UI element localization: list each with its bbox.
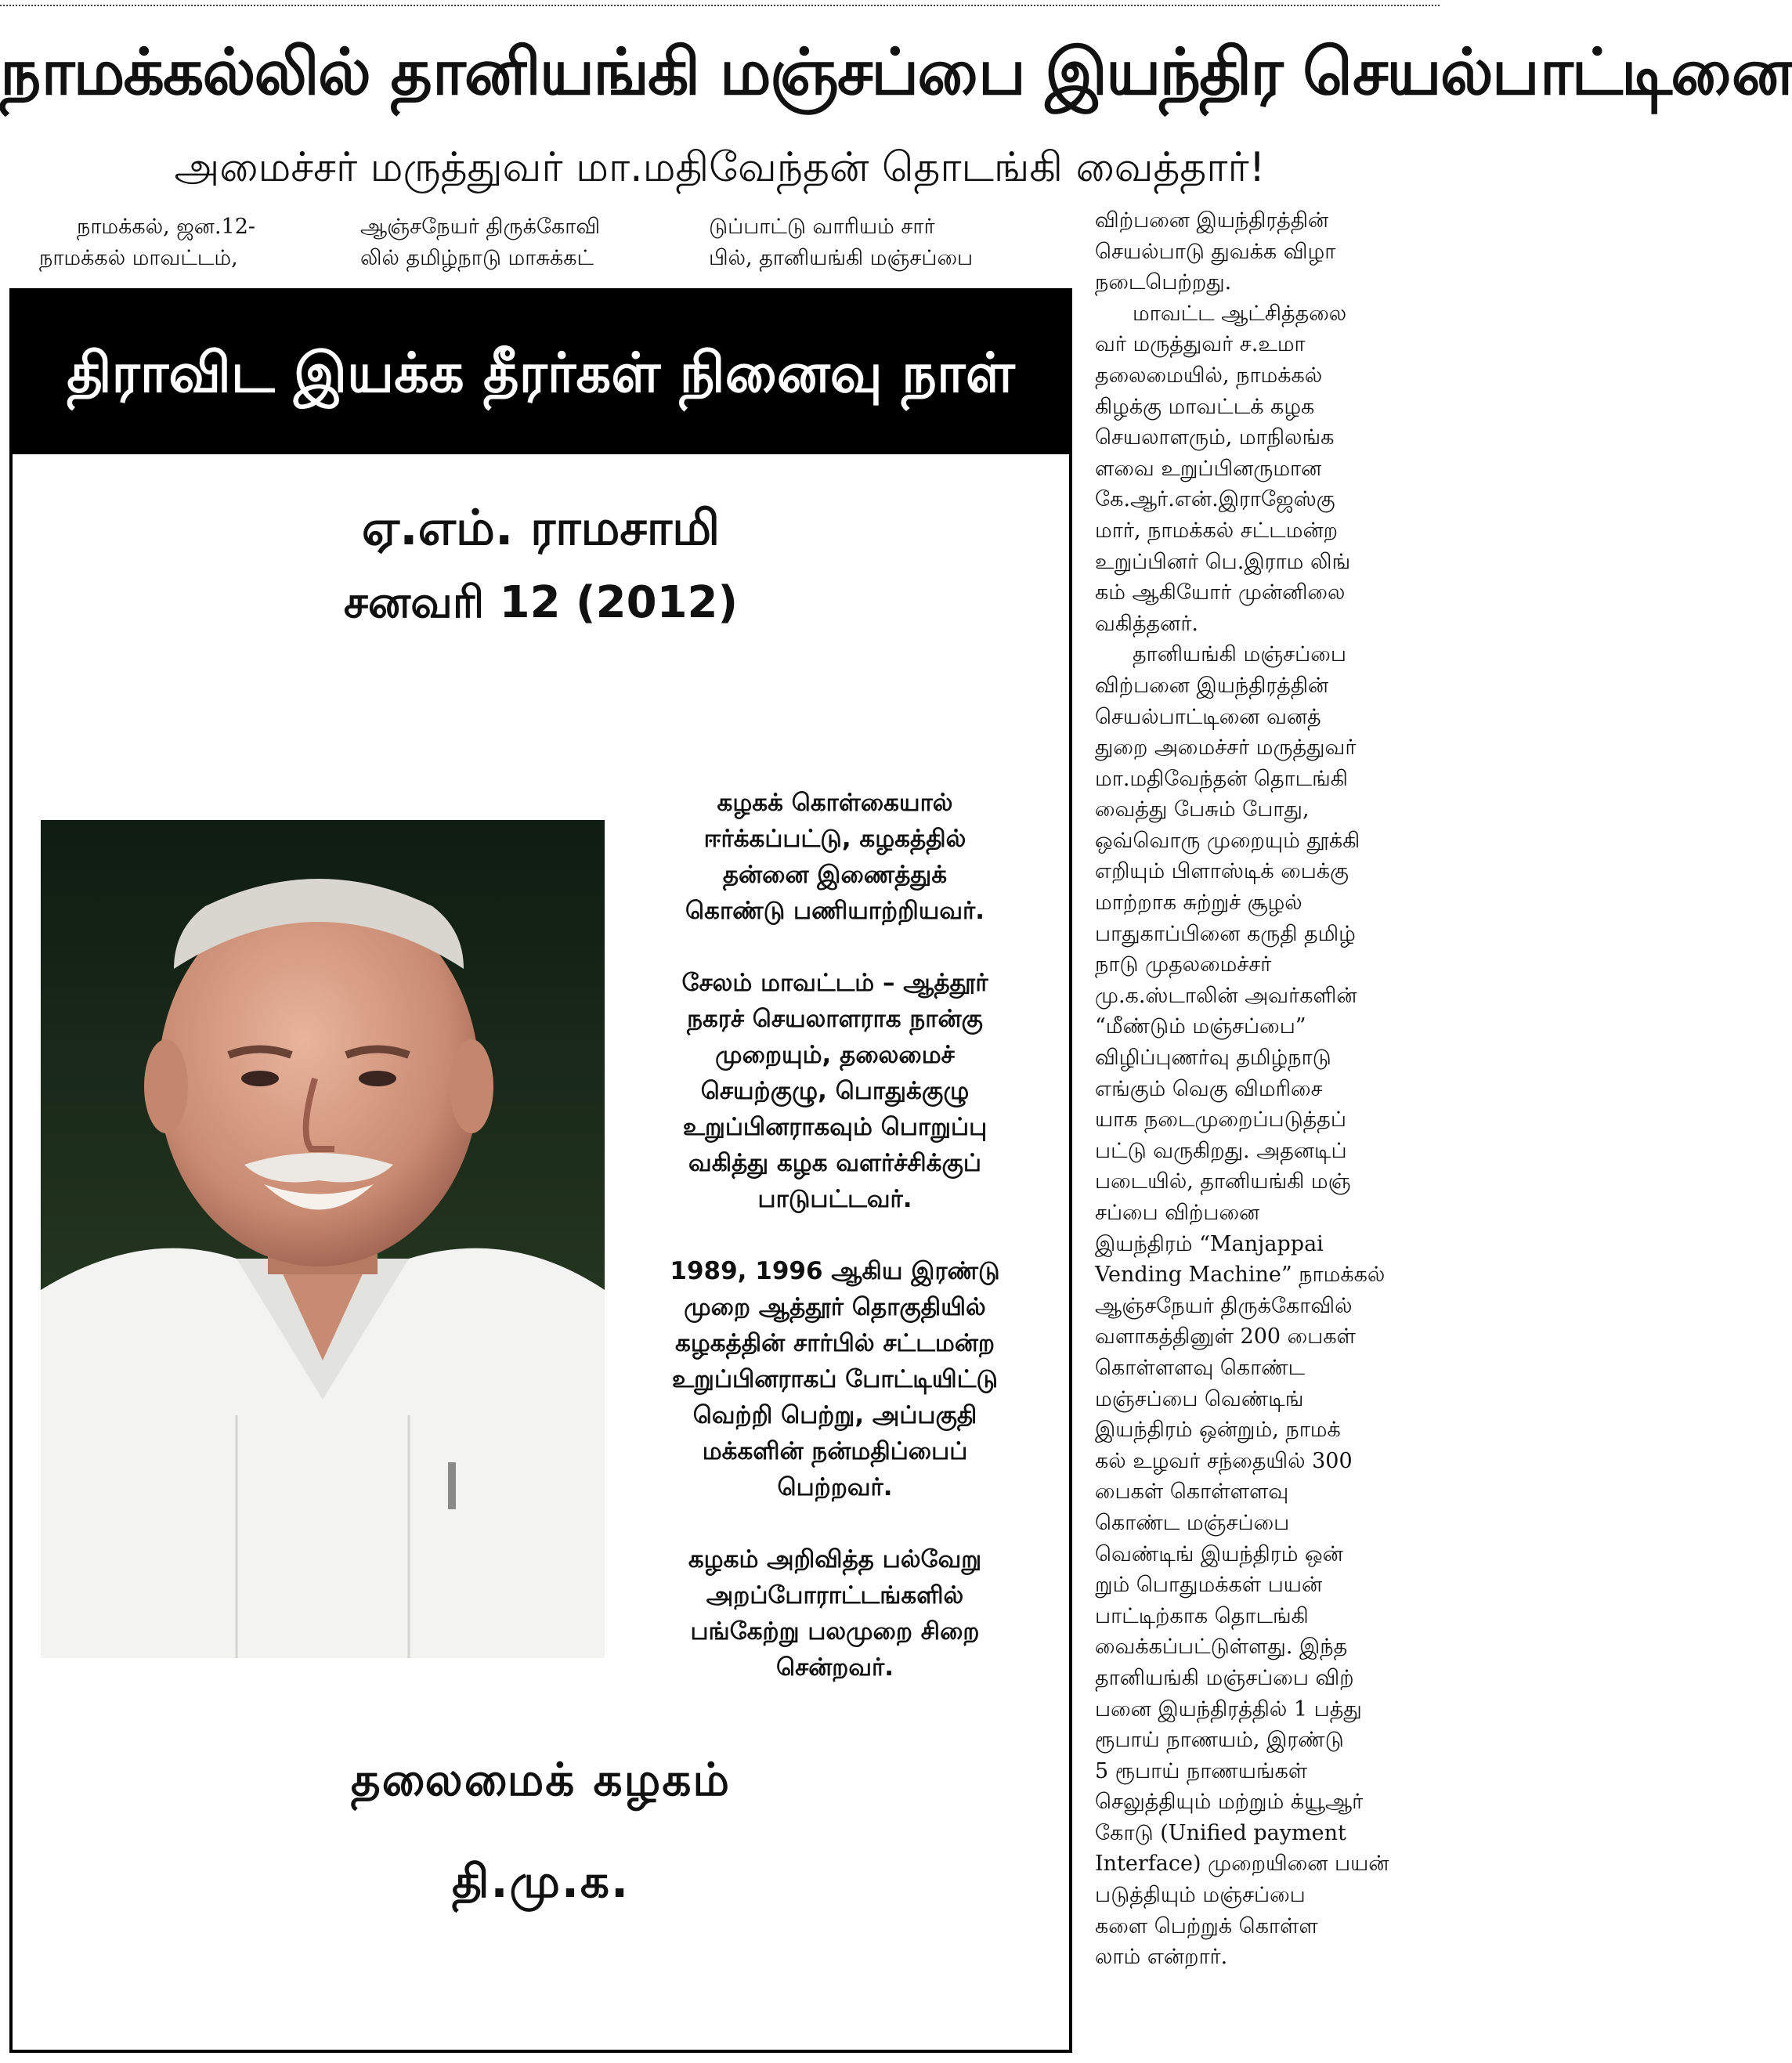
article-line: Vending Machine” நாமக்கல் [1095, 1263, 1386, 1288]
biography-line: கழகத்தின் சார்பில் சட்டமன்ற [674, 1329, 995, 1357]
article-line: பில், தானியங்கி மஞ்சப்பை [709, 245, 974, 270]
biography-line: வகித்து கழக வளர்ச்சிக்குப் [688, 1149, 981, 1177]
article-line: 5 ரூபாய் நாணயங்கள் [1095, 1758, 1308, 1783]
biography-line: ஈர்க்கப்பட்டு, கழகத்தில் [703, 825, 966, 853]
biography-line: அறப்போராட்டங்களில் [706, 1581, 964, 1610]
article-line: எறியும் பிளாஸ்டிக் பைக்கு [1095, 859, 1349, 884]
biography-line: சென்றவர். [775, 1653, 894, 1682]
article-line: நடைபெற்றது. [1095, 270, 1232, 295]
article-line: நாமக்கல், ஜன.12- [77, 215, 256, 239]
article-line: ரூபாய் நாணயம், இரண்டு [1095, 1728, 1344, 1753]
article-line: எங்கும் வெகு விமரிசை [1095, 1076, 1323, 1101]
biography-line: உறுப்பினராகவும் பொறுப்பு [682, 1113, 988, 1141]
article-line: வைத்து பேசும் போது, [1095, 797, 1310, 822]
subheadline: அமைச்சர் மருத்துவர் மா.மதிவேந்தன் தொடங்கி வைத்தார்! [174, 144, 1266, 191]
article-line: ஆஞ்சநேயர் திருக்கோவில் [1095, 1293, 1353, 1318]
article-line: விழிப்புணர்வு தமிழ்நாடு [1095, 1046, 1331, 1071]
article-line: வர் மருத்துவர் ச.உமா [1095, 332, 1306, 357]
article-line: மு.க.ஸ்டாலின் அவர்களின் [1095, 983, 1357, 1008]
article-line: வைக்கப்பட்டுள்ளது. இந்த [1095, 1635, 1348, 1660]
biography-line: சேலம் மாவட்டம் – ஆத்தூர் [681, 969, 988, 997]
biography-line: முறையும், தலைமைச் [715, 1041, 955, 1069]
biography-paragraph [623, 1541, 1046, 1685]
article-line: மாற்றாக சுற்றுச் சூழல் [1095, 891, 1302, 916]
signature-line-2: தி.மு.க. [451, 1855, 630, 1908]
biography-line: உறுப்பினராகப் போட்டியிட்டு [671, 1365, 999, 1393]
portrait-photo-icon [41, 820, 605, 1658]
article-line: பட்டு வருகிறது. அதனடிப் [1095, 1138, 1347, 1163]
biography-line: நகரச் செயலாளராக நான்கு [687, 1005, 983, 1033]
article-line: விற்பனை இயந்திரத்தின் [1095, 208, 1329, 233]
article-line: யாக நடைமுறைப்படுத்தப் [1095, 1107, 1346, 1133]
article-line: துறை அமைச்சர் மருத்துவர் [1095, 735, 1357, 761]
article-line: தலைமையில், நாமக்கல் [1095, 363, 1323, 388]
article-line: நாடு முதலமைச்சர் [1095, 952, 1272, 977]
article-line: செயல்பாட்டினை வனத் [1095, 704, 1321, 729]
biography-paragraph [623, 785, 1046, 929]
article-line: ளவை உறுப்பினருமான [1095, 456, 1322, 481]
article-line: உறுப்பினர் பெ.இராம லிங் [1095, 549, 1351, 574]
article-line: சப்பை விற்பனை [1095, 1201, 1260, 1225]
article-line: கம் ஆகியோர் முன்னிலை [1095, 580, 1346, 605]
article-line: கொண்ட மஞ்சப்பை [1095, 1510, 1290, 1535]
article-line: கோடு (Unified payment [1095, 1820, 1346, 1845]
article-line: படுத்தியும் மஞ்சப்பை [1095, 1883, 1306, 1908]
article-line: பாட்டிற்காக தொடங்கி [1095, 1603, 1309, 1628]
article-line: பனை இயந்திரத்தில் 1 பத்து [1095, 1696, 1362, 1722]
article-line: செயலாளரும், மாநிலங்க [1095, 425, 1335, 450]
article-line: களை பெற்றுக் கொள்ள [1095, 1913, 1318, 1938]
biography-line: வெற்றி பெற்று, அப்பகுதி [692, 1401, 977, 1429]
biography-line: மக்களின் நன்மதிப்பைப் [702, 1437, 968, 1465]
article-line: பைகள் கொள்ளளவு [1095, 1480, 1289, 1505]
biography-paragraph [623, 965, 1046, 1217]
article-line: வகித்தனர். [1095, 611, 1199, 636]
article-line: லில் தமிழ்நாடு மாசுக்கட் [360, 245, 594, 270]
article-line: பாதுகாப்பினை கருதி தமிழ் [1095, 921, 1356, 946]
article-line: கே.ஆர்.என்.இராஜேஸ்கு [1095, 487, 1335, 512]
article-line: லாம் என்றார். [1095, 1945, 1228, 1970]
article-line: கொள்ளளவு கொண்ட [1095, 1355, 1306, 1380]
article-line: செயல்பாடு துவக்க விழா [1095, 239, 1336, 264]
article-column-3 [709, 211, 1053, 273]
memorial-advertisement [9, 288, 1072, 2053]
article-column-1 [39, 211, 325, 273]
article-line: ஒவ்வொரு முறையும் தூக்கி [1095, 828, 1360, 853]
article-line: மா.மதிவேந்தன் தொடங்கி [1095, 766, 1348, 791]
biography-line: தன்னை இணைத்துக் [722, 861, 948, 889]
article-line: விற்பனை இயந்திரத்தின் [1095, 673, 1329, 698]
article-line: ஆஞ்சநேயர் திருக்கோவி [360, 215, 601, 239]
article-line: நாமக்கல் மாவட்டம், [39, 245, 238, 270]
biography-line: 1989, 1996 ஆகிய இரண்டு [670, 1257, 1000, 1285]
article-column-2 [360, 211, 681, 273]
biography-line: கழகம் அறிவித்த பல்வேறு [688, 1545, 982, 1573]
article-line: கல் உழவர் சந்தையில் 300 [1095, 1448, 1353, 1473]
memorial-person-name: ஏ.எம். ராமசாமி [361, 499, 721, 556]
biography-line: செயற்குழு, பொதுக்குழு [700, 1077, 970, 1105]
biography-line: கொண்டு பணியாற்றியவர். [685, 897, 985, 925]
article-line: டுப்பாட்டு வாரியம் சார் [709, 215, 935, 239]
biography-line: முறை ஆத்தூர் தொகுதியில் [684, 1293, 986, 1321]
article-line: மஞ்சப்பை வெண்டிங் [1095, 1386, 1304, 1411]
signature-line-1: தலைமைக் கழகம் [350, 1753, 732, 1806]
memorial-band-title: திராவிட இயக்க தீரர்கள் நினைவு நாள் [13, 291, 1069, 454]
article-line: தானியங்கி மஞ்சப்பை விற் [1095, 1665, 1354, 1690]
biography-line: பெற்றவர். [777, 1473, 893, 1501]
memorial-biography [623, 785, 1046, 1722]
article-line: தானியங்கி மஞ்சப்பை [1133, 642, 1346, 667]
article-line: “மீண்டும் மஞ்சப்பை” [1095, 1014, 1306, 1039]
memorial-date: சனவரி 12 (2012) [343, 577, 739, 628]
article-line: வெண்டிங் இயந்திரம் ஒன் [1095, 1541, 1343, 1566]
article-right-column [1095, 205, 1433, 1973]
biography-line: பங்கேற்று பலமுறை சிறை [690, 1617, 980, 1646]
article-line: செலுத்தியும் மற்றும் க்யூஆர் [1095, 1790, 1364, 1815]
article-line: மாவட்ட ஆட்சித்தலை [1133, 301, 1347, 326]
biography-line: பாடுபட்டவர். [757, 1185, 912, 1213]
article-line: Interface) முறையினை பயன் [1095, 1852, 1389, 1877]
article-line: மார், நாமக்கல் சட்டமன்ற [1095, 518, 1339, 543]
article-line: படையில், தானியங்கி மஞ் [1095, 1169, 1351, 1194]
page-top-rule [0, 0, 1440, 6]
article-line: வளாகத்தினுள் 200 பைகள் [1095, 1324, 1356, 1349]
article-line: றும் பொதுமக்கள் பயன் [1095, 1573, 1323, 1598]
headline: நாமக்கல்லில் தானியங்கி மஞ்சப்பை இயந்திர செயல்பாட்டினை [0, 35, 1792, 110]
biography-line: கழகக் கொள்கையால் [717, 789, 953, 817]
article-line: கிழக்கு மாவட்டக் கழக [1095, 394, 1315, 419]
article-line: இயந்திரம் “Manjappai [1095, 1231, 1324, 1256]
article-line: இயந்திரம் ஒன்றும், நாமக் [1095, 1418, 1341, 1443]
biography-paragraph [623, 1253, 1046, 1505]
